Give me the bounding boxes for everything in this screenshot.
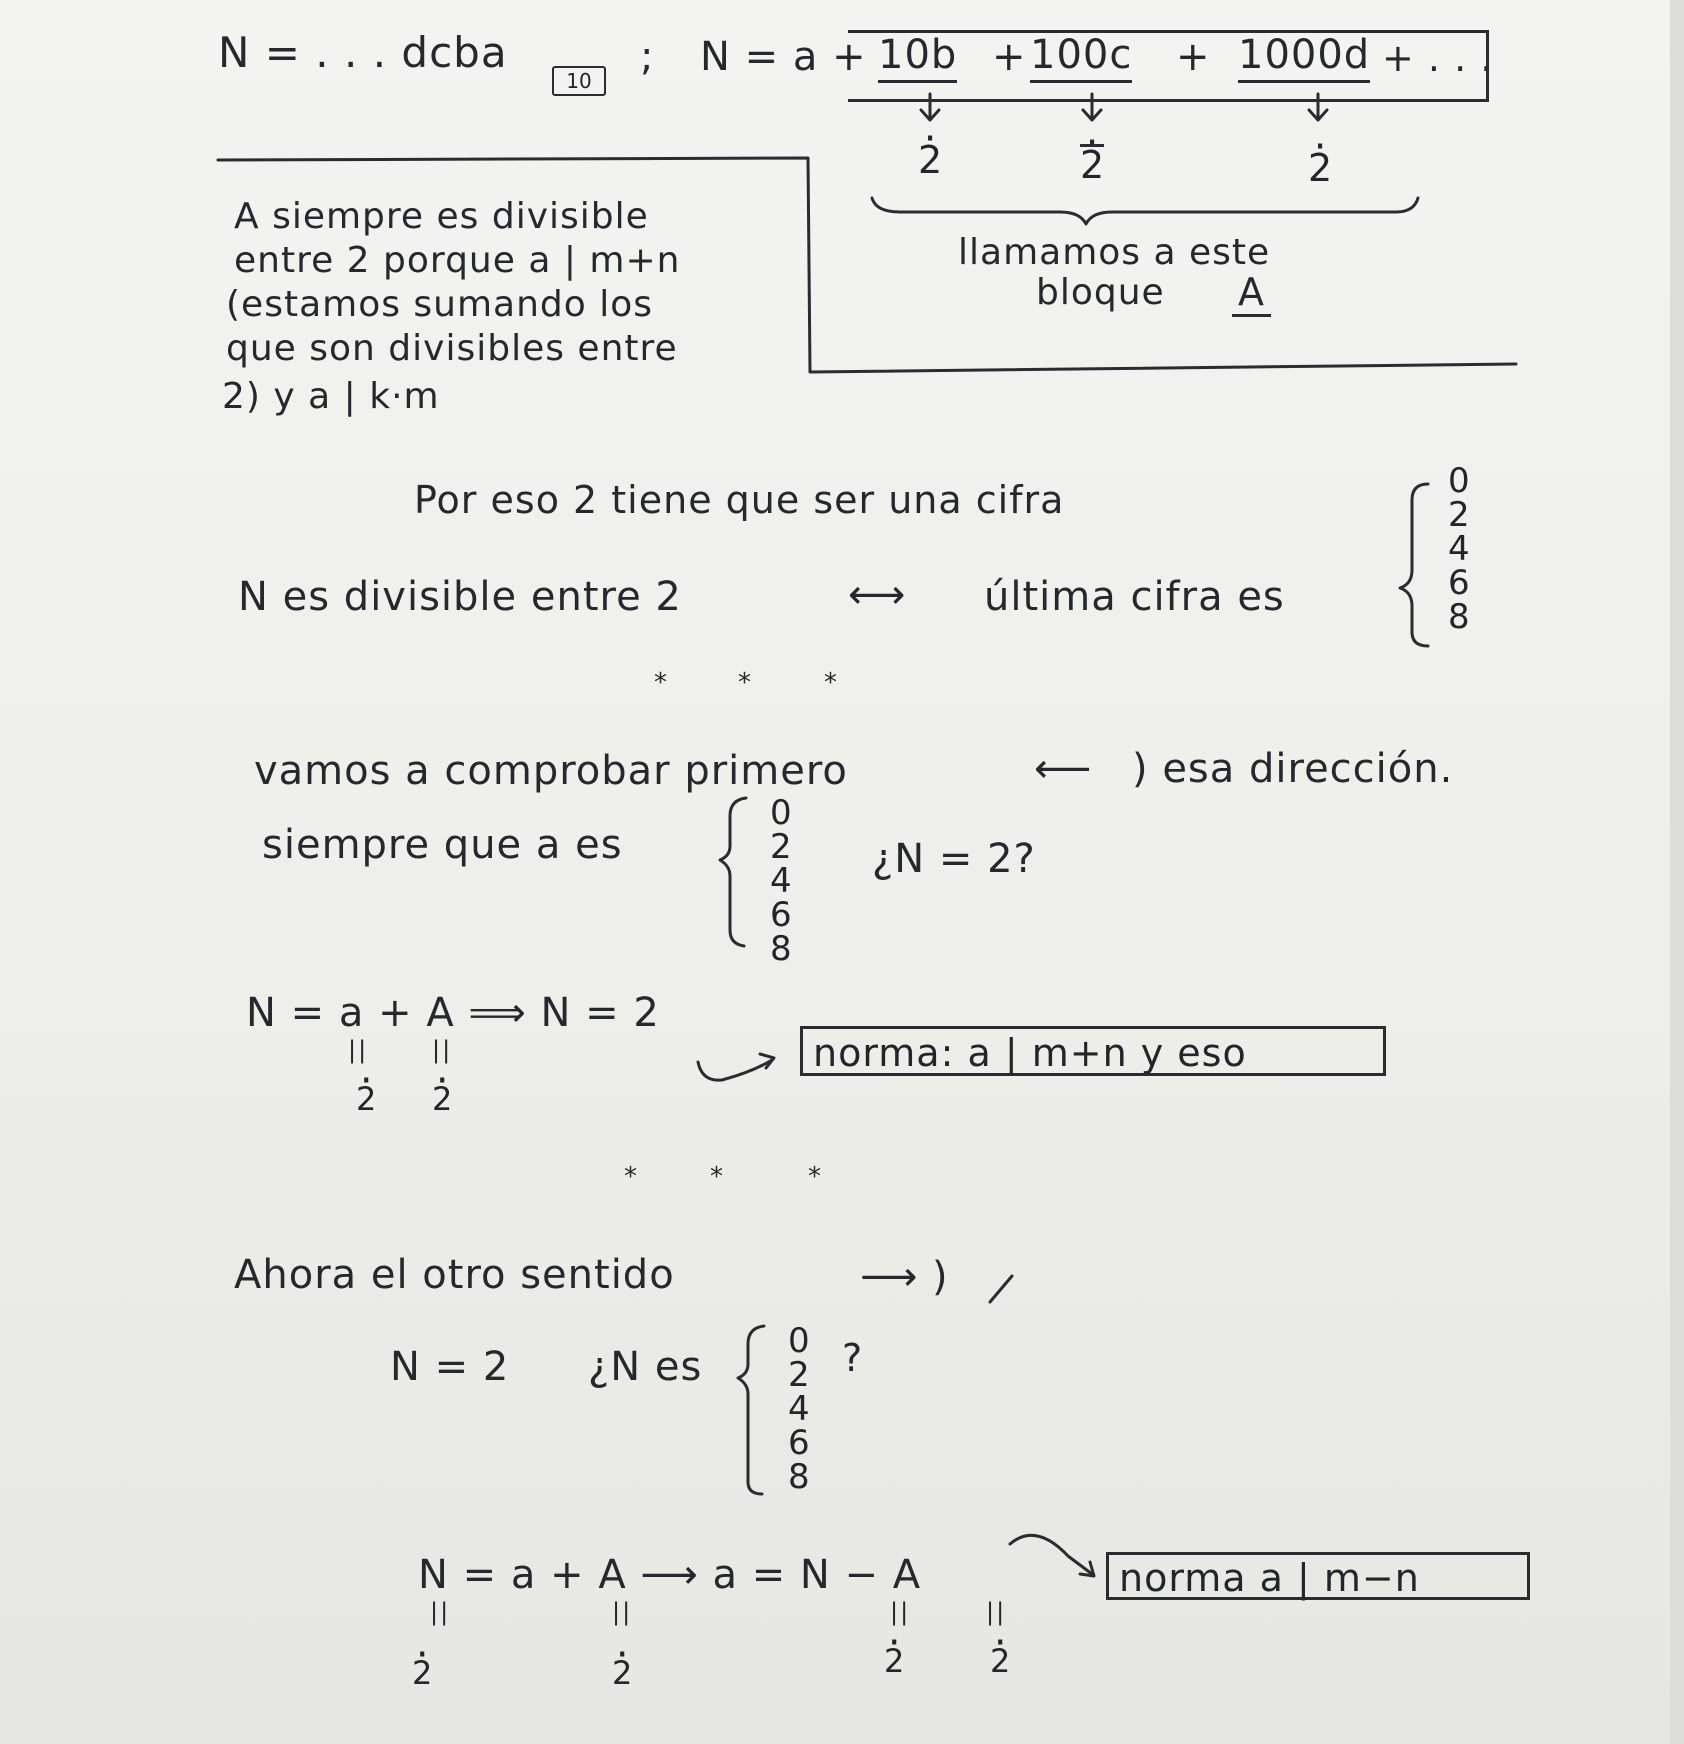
brace-forward [720,798,746,946]
digit: 8 [1448,597,1470,637]
arrow-to-norma-2 [1010,1535,1094,1576]
forward-intro: vamos a comprobar primero [254,748,848,794]
arrow-to-norma-1 [698,1054,774,1080]
digit-list-statement [1448,461,1470,637]
statement-main: N es divisible entre 2 [238,574,682,620]
multiple-of-2-d: · 2 [1308,146,1332,190]
norma-box-backward: norma a | m−n [1106,1552,1530,1600]
digit: 4 [788,1389,810,1429]
digit-list-forward [770,793,792,969]
backward-val: · 2 [612,1654,632,1692]
norma-box-forward: norma: a | m+n y eso [800,1026,1386,1076]
slash-backward [990,1276,1012,1302]
digit: 6 [770,895,792,935]
separator-star-2: * [710,1162,724,1192]
equals-vertical: || [890,1598,911,1626]
backward-val: · 2 [884,1642,904,1680]
equals-vertical: || [612,1598,633,1626]
separator-star-3: * [824,668,838,698]
backward-qmark: ? [842,1336,864,1380]
digit: 8 [770,929,792,969]
statement-intro: Por eso 2 tiene que ser una cifra [414,478,1065,522]
base-subscript: 10 [552,66,606,96]
forward-arrow: ⟵ [1034,746,1093,792]
term-100c: 100c [1030,32,1132,83]
forward-proof: N = a + A ⟹ N = 2 [246,990,660,1036]
backward-question: ¿N es [588,1344,703,1390]
block-note-line-2: bloque [1036,272,1165,313]
backward-arrow: ⟶ ) [860,1254,949,1300]
left-box-line-4: que son divisibles entre [226,328,678,369]
separator-star-1: * [624,1162,638,1192]
left-box-line-5: 2) y a | k·m [222,376,440,417]
multiple-of-2-b: · 2 [918,138,942,182]
separator-star-1: * [654,668,668,698]
forward-condition: siempre que a es [262,822,623,868]
sum-start: N = a + [700,34,867,80]
statement-conclusion: última cifra es [984,574,1285,620]
backward-proof: N = a + A ⟶ a = N − A [418,1552,922,1598]
iff-arrow: ⟷ [848,572,907,618]
forward-val-1: · 2 [356,1080,376,1118]
number-expression: N = . . . dcba [218,28,508,77]
equals-vertical-2: || [432,1036,453,1064]
digit: 2 [788,1355,810,1395]
digit: 2 [1448,495,1470,535]
equals-vertical-1: || [348,1036,369,1064]
backward-intro: Ahora el otro sentido [234,1252,675,1298]
backward-given: N = 2 [390,1344,510,1390]
digit-list-backward [788,1321,810,1497]
curly-brace-horizontal [872,198,1418,224]
digit: 8 [788,1457,810,1497]
digit: 4 [1448,529,1470,569]
digit: 4 [770,861,792,901]
backward-val: · 2 [412,1654,432,1692]
separator-semicolon: ; [640,34,655,80]
page-edge [1670,0,1684,1744]
forward-val-2: · 2 [432,1080,452,1118]
digit: 0 [1448,461,1470,501]
term-10b: 10b [878,32,957,83]
equals-vertical: || [986,1598,1007,1626]
forward-question: ¿N = 2? [872,836,1036,882]
separator-star-3: * [808,1162,822,1192]
forward-direction: ) esa dirección. [1132,746,1454,792]
left-box-line-2: entre 2 porque a | m+n [234,240,681,281]
backward-val: · 2 [990,1642,1010,1680]
sum-tail: + . . . [1382,36,1494,80]
left-box-line-3: (estamos sumando los [226,284,654,325]
multiple-of-2-c: · 2 [1080,144,1104,183]
term-1000d: 1000d [1238,32,1370,83]
block-note-line-1: llamamos a este [958,232,1271,273]
digit: 0 [788,1321,810,1361]
digit: 6 [1448,563,1470,603]
brace-backward [738,1326,764,1494]
equals-vertical: || [430,1598,451,1626]
plus-2: + [1176,34,1211,80]
digit: 2 [770,827,792,867]
digit: 6 [788,1423,810,1463]
left-box-line-1: A siempre es divisible [234,196,649,237]
block-symbol-A: A [1232,270,1271,317]
separator-star-2: * [738,668,752,698]
plus-1: + [992,34,1027,80]
digit: 0 [770,793,792,833]
brace-statement [1400,484,1428,646]
